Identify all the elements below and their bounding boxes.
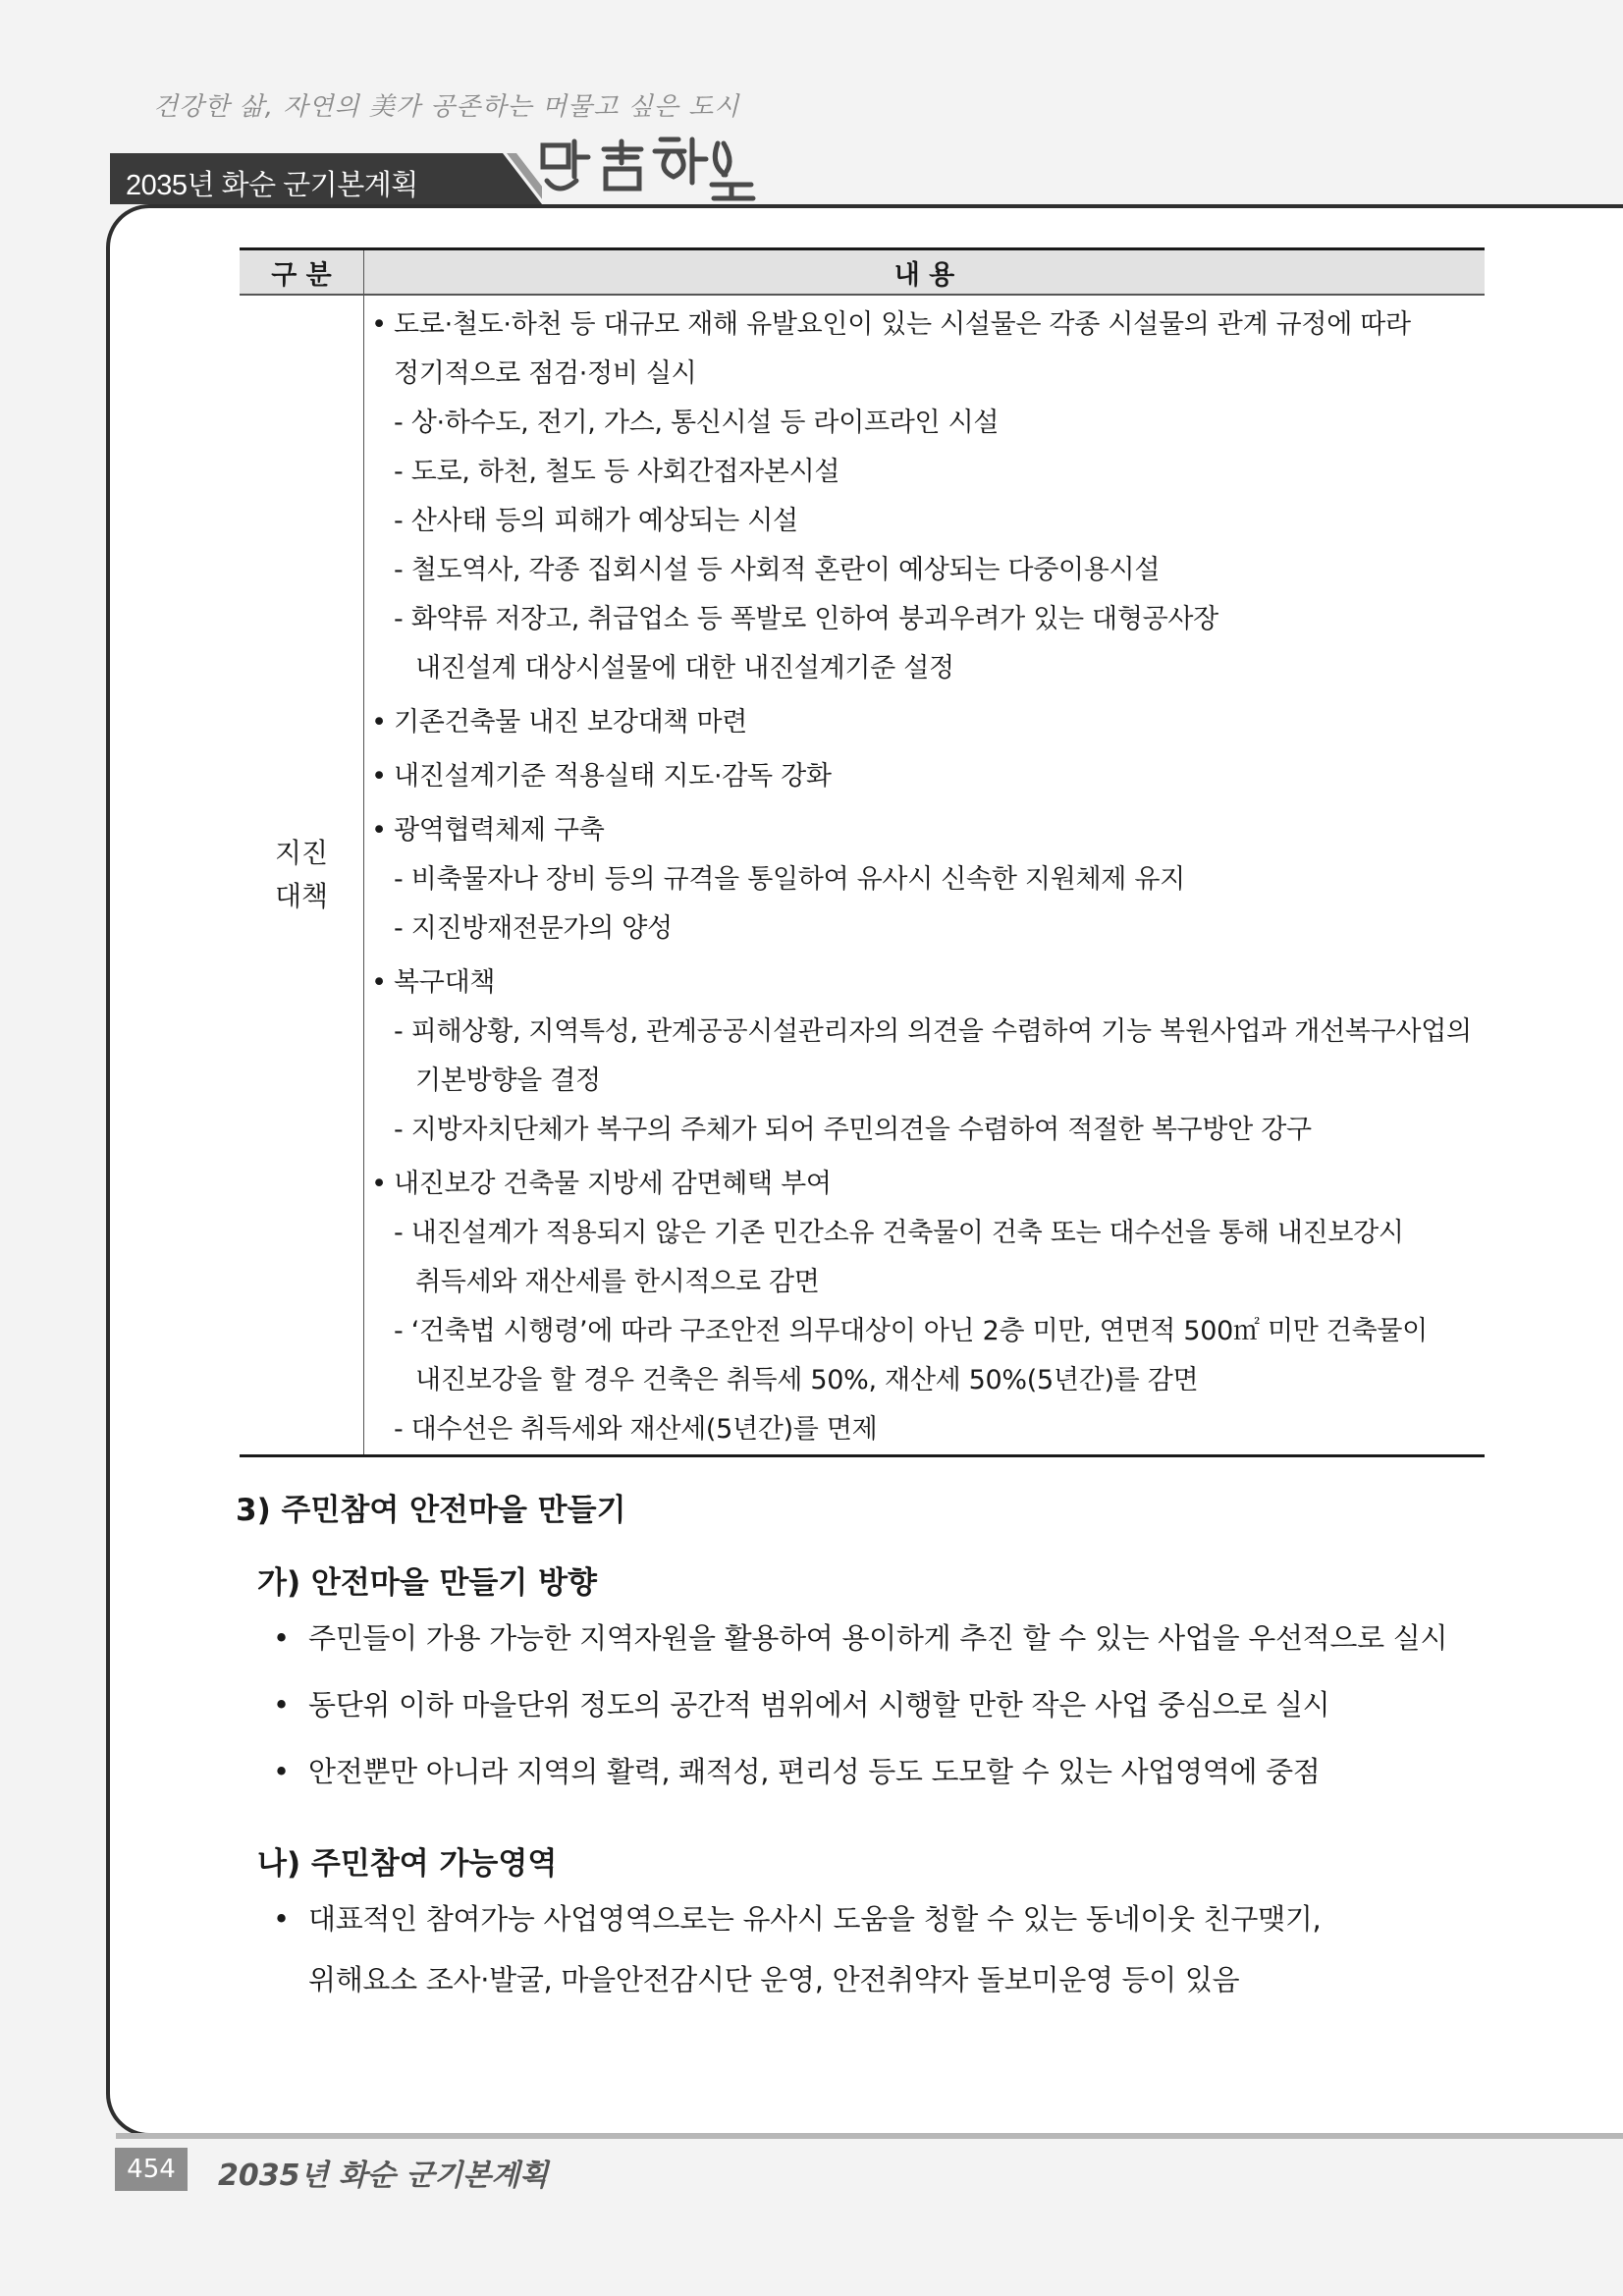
table-header-row [240, 249, 1485, 296]
bullet-item: • 도로·철도·하천 등 대규모 재해 유발요인이 있는 시설물은 각종 시설물의 관계 규정에 따라 [364, 301, 1485, 350]
list-item: • 주민들이 가용 가능한 지역자원을 활용하여 용이하게 추진 할 수 있는 사업을 우선적으로 실시 [273, 1605, 1447, 1671]
bullet-item: • 내진보강 건축물 지방세 감면혜택 부여 [364, 1160, 1485, 1209]
content-cell [364, 295, 1486, 1456]
section-heading: 3) 주민참여 안전마을 만들기 [236, 1493, 626, 1528]
bullet-item: • 복구대책 [364, 958, 1485, 1008]
bullet-item: • 광역협력체제 구축 [364, 806, 1485, 855]
list-item: • 동단위 이하 마을단위 정도의 공간적 범위에서 시행할 만한 작은 사업 중심으로 실시 [273, 1671, 1447, 1738]
earthquake-measures-table [240, 247, 1485, 1457]
table-header-content: 내 용 [364, 249, 1486, 296]
header-slogan: 건강한 삶, 자연의 美가 공존하는 머물고 싶은 도시 [153, 92, 740, 122]
table-header-category: 구 분 [240, 249, 364, 296]
continuation-line: 기본방향을 결정 [415, 1066, 601, 1096]
sub-item: - 지진방재전문가의 양성 [394, 913, 673, 944]
table-row [240, 295, 1485, 1456]
category-label-line1: 지진 [274, 837, 329, 869]
sub-item: - 지방자치단체가 복구의 주체가 되어 주민의견을 수렴하여 적절한 복구방안 강구 [394, 1115, 1312, 1145]
content-frame-shadow [116, 2133, 1623, 2139]
sub-item: - 상·하수도, 전기, 가스, 통신시설 등 라이프라인 시설 [394, 408, 1000, 438]
sub-item: - 대수선은 취득세와 재산세(5년간)를 면제 [394, 1414, 878, 1445]
sub-item: - 화약류 저장고, 취급업소 등 폭발로 인하여 붕괴우려가 있는 대형공사장 [394, 604, 1218, 634]
continuation-line: 취득세와 재산세를 한시적으로 감면 [415, 1267, 820, 1297]
category-label-line2: 대책 [274, 880, 329, 912]
bullet-item: • 내진설계기준 적용실태 지도·감독 강화 [364, 752, 1485, 801]
list-item-continuation: 위해요소 조사·발굴, 마을안전감시단 운영, 안전취약자 돌보미운영 등이 있음 [308, 1963, 1240, 1996]
sub-item: - 비축물자나 장비 등의 규격을 통일하여 유사시 신속한 지원체제 유지 [394, 864, 1185, 895]
continuation-line: 정기적으로 점검·정비 실시 [394, 358, 697, 389]
sub-item: - 철도역사, 각종 집회시설 등 사회적 혼란이 예상되는 다중이용시설 [394, 555, 1161, 585]
sub-item: - 도로, 하천, 철도 등 사회간접자본시설 [394, 457, 840, 487]
page-number: 454 [115, 2148, 188, 2191]
sub-item: - ‘건축법 시행령’에 따라 구조안전 의무대상이 아닌 2층 미만, 연면적 500㎡ 미만 건축물이 [394, 1316, 1428, 1346]
category-cell [240, 295, 364, 1456]
subsection-heading-participation: 나) 주민참여 가능영역 [257, 1846, 558, 1882]
continuation-line: 내진설계 대상시설물에 대한 내진설계기준 설정 [415, 653, 954, 683]
subsection-heading-direction: 가) 안전마을 만들기 방향 [257, 1565, 598, 1601]
brand-logo-icon [535, 130, 761, 208]
sub-item: - 내진설계가 적용되지 않은 기존 민간소유 건축물이 건축 또는 대수선을 통해 내진보강시 [394, 1218, 1404, 1248]
sub-item: - 피해상황, 지역특성, 관계공공시설관리자의 의견을 수렴하여 기능 복원사업과 개선복구사업의 [394, 1016, 1472, 1047]
direction-list [273, 1605, 1447, 1805]
continuation-line: 내진보강을 할 경우 건축은 취득세 50%, 재산세 50%(5년간)를 감면 [415, 1365, 1199, 1395]
sub-item: - 산사태 등의 피해가 예상되는 시설 [394, 506, 798, 536]
participation-list [273, 1886, 1321, 2007]
plan-title-tab [110, 153, 542, 204]
footer-title: 2035년 화순 군기본계획 [218, 2159, 549, 2193]
list-item: • 안전뿐만 아니라 지역의 활력, 쾌적성, 편리성 등도 도모할 수 있는 사업영역에 중점 [273, 1738, 1447, 1805]
bullet-item: • 기존건축물 내진 보강대책 마련 [364, 698, 1485, 747]
plan-title: 2035년 화순 군기본계획 [126, 170, 418, 201]
list-item: • 대표적인 참여가능 사업영역으로는 유사시 도움을 청할 수 있는 동네이웃 친구맺기, [273, 1886, 1321, 1952]
